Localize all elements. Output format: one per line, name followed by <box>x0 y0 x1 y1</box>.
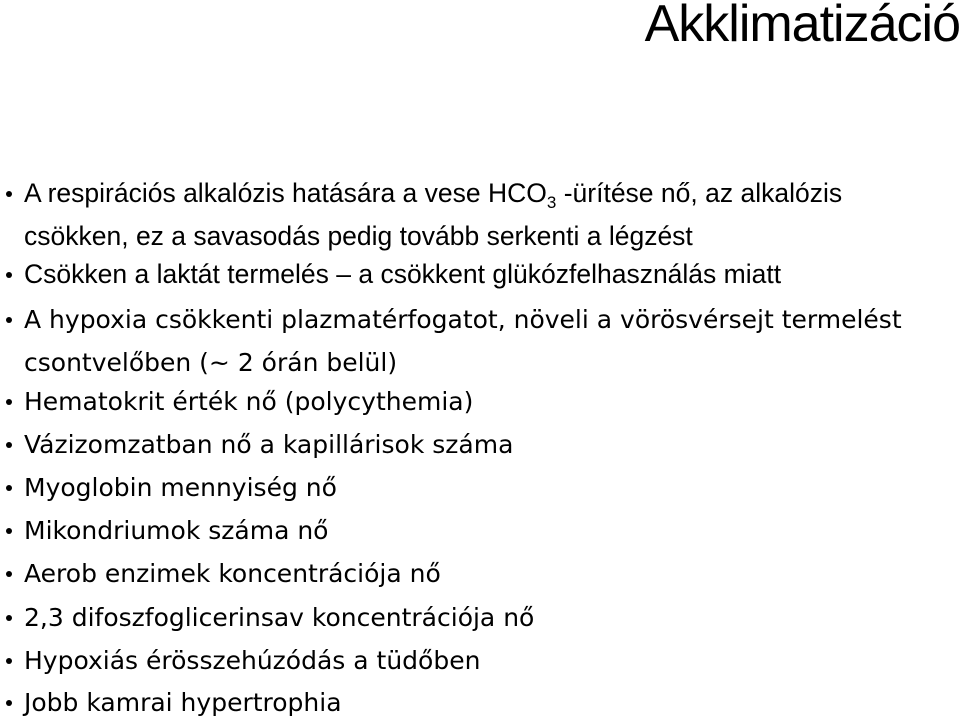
bullet-text: Hematokrit érték nő (polycythemia) <box>24 387 474 416</box>
bullet-item-mitochondria <box>24 509 954 552</box>
bullet-dot-icon <box>6 658 12 664</box>
bullet-text: Csökken a laktát termelés – a csökkent glükózfelhasználás miatt <box>24 259 782 289</box>
bullet-item-hematocrit <box>24 380 954 423</box>
bullet-text: 2,3 difoszfoglicerinsav koncentrációja nő <box>24 603 535 632</box>
bullet-item-vasoconstriction <box>24 639 954 682</box>
bullet-item-hypoxia-plasma <box>24 298 954 384</box>
bullet-dot-icon <box>6 528 12 534</box>
bullet-text-line1: A respirációs alkalózis hatására a vese $HCO_3$ -ürítése nő, az alkalózis <box>24 178 843 212</box>
bullet-item-capillaries <box>24 423 954 466</box>
bullet-dot-icon <box>6 399 12 405</box>
chem-subscript: 3 <box>546 193 557 212</box>
bullet-item-aerobic-enzymes <box>24 552 954 595</box>
bullet-text: Jobb kamrai hypertrophia <box>24 688 342 717</box>
bullet-text-line1: A hypoxia csökkenti plazmatérfogatot, növeli a vörösvérsejt termelést <box>24 305 902 334</box>
bullet-dot-icon <box>6 615 12 621</box>
bullet-text-line2: csontvelőben (~ 2 órán belül) <box>24 348 398 377</box>
bullet-text: Aerob enzimek koncentrációja nő <box>24 559 441 588</box>
bullet-dot-icon <box>6 191 12 197</box>
bullet-dot-icon <box>6 317 12 323</box>
bullet-dot-icon <box>6 485 12 491</box>
slide-title: Akklimatizáció <box>644 0 960 53</box>
bullet-dot-icon <box>6 571 12 577</box>
bullet-dot-icon <box>6 442 12 448</box>
bullet-text: Vázizomzatban nő a kapillárisok száma <box>24 430 514 459</box>
bullet-item-respiratory-alkalosis <box>24 172 954 258</box>
bullet-text: Mikondriumok száma nő <box>24 516 329 545</box>
bullet-text-line2: csökken, ez a savasodás pedig tovább serkenti a légzést <box>24 221 693 251</box>
bullet-text: Hypoxiás érösszehúzódás a tüdőben <box>24 646 481 675</box>
bullet-item-myoglobin <box>24 466 954 509</box>
bullet-dot-icon <box>6 272 12 278</box>
bullet-text: Myoglobin mennyiség nő <box>24 473 337 502</box>
bullet-item-ventricular-hypertrophy <box>24 681 954 723</box>
bullet-item-dpg <box>24 596 954 639</box>
bullet-item-lactate <box>24 253 954 296</box>
bullet-dot-icon <box>6 700 12 706</box>
